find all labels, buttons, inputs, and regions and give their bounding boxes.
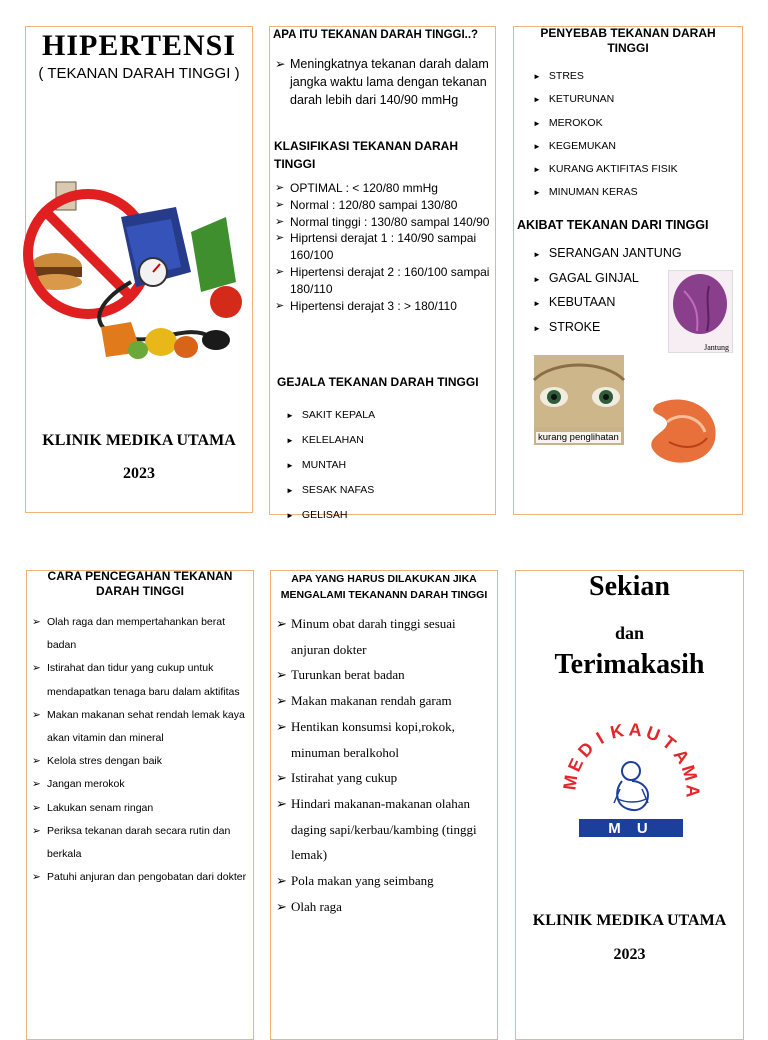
triangle-bullet-icon: ► [533,141,541,151]
logo-letter: D [574,738,598,762]
cover-title: HIPERTENSI [42,29,236,62]
logo-arc-letters [559,719,702,797]
prevention-panel [26,570,254,1040]
cover-year: 2023 [123,465,155,482]
prevention-item: ➢ Periksa tekanan darah secara rutin dan berkala [30,820,252,866]
cause-item: ► MINUMAN KERAS [533,186,638,199]
logo-letter: A [669,745,694,768]
triangle-bullet-icon: ► [286,511,294,520]
prevention-item: ➢ Olah raga dan mempertahankan berat badan [30,611,252,657]
logo-letter: T [658,731,680,755]
logo-graphic [556,719,706,844]
cover-clinic-name: KLINIK MEDIKA UTAMA [42,432,236,449]
triangle-bullet-icon: ► [286,411,294,420]
arrow-bullet-icon: ➢ [275,232,285,245]
arrow-bullet-icon: ➢ [32,662,41,675]
classification-item: ➢ Hiprtensi derajat 1 : 140/90 sampai 160/100 [275,231,477,263]
actions-list [274,611,496,919]
cause-item: ► KEGEMUKAN [533,139,617,152]
closing-line-3: Terimakasih [554,649,705,680]
triangle-bullet-icon: ► [533,118,541,128]
arrow-bullet-icon: ➢ [32,616,41,628]
symptom-item: ► KELELAHAN [286,434,364,446]
classification-heading: KLASIFIKASI TEKANAN DARAH TINGGI [274,139,458,171]
logo-letter: M [559,773,582,792]
arrow-bullet-icon: ➢ [276,898,287,914]
arrow-bullet-icon: ➢ [32,871,41,884]
arrow-bullet-icon: ➢ [275,215,285,228]
definition-item: ➢ Meningkatnya tekanan darah dalam jangka waktu lama dengan tekanan darah lebih dari 140/90 mmHg [275,57,489,107]
symptom-item: ► SESAK NAFAS [286,484,375,496]
closing-clinic-name: KLINIK MEDIKA UTAMA [532,912,727,929]
logo-letter: M [677,762,702,784]
logo-letter: A [628,719,643,741]
symptoms-heading: GEJALA TEKANAN DARAH TINGGI [277,375,479,389]
arrow-bullet-icon: ➢ [276,718,287,734]
arrow-bullet-icon: ➢ [32,801,41,814]
arrow-bullet-icon: ➢ [32,755,41,768]
prevention-item: ➢ Jangan merokok [30,773,252,796]
action-item: ➢ Olah raga [274,894,496,920]
prevention-item: ➢ Lakukan senam ringan [30,797,252,820]
cause-item: ► STRES [533,70,584,82]
effects-list [533,242,682,340]
action-item: ➢ Makan makanan rendah garam [274,688,496,714]
logo-letter: A [682,784,703,798]
arrow-bullet-icon: ➢ [275,299,285,312]
arrow-bullet-icon: ➢ [276,873,287,889]
causes-panel [513,26,743,515]
prevention-item: ➢ Istirahat dan tidur yang cukup untuk mendapatkan tenaga baru dalam aktifitas [30,657,252,703]
prevention-item: ➢ Makan makanan sehat rendah lemak kaya akan vitamin dan mineral [30,704,252,750]
triangle-bullet-icon: ► [533,274,541,284]
arrow-bullet-icon: ➢ [276,616,287,631]
definition-heading: APA ITU TEKANAN DARAH TINGGI..? [273,29,479,41]
closing-line-1: Sekian [589,571,670,602]
triangle-bullet-icon: ► [533,165,541,175]
causes-heading: PENYEBAB TEKANAN DARAH TINGGI [540,26,716,55]
symptom-item: ► MUNTAH [286,459,347,471]
eyes-icon [534,355,624,427]
action-item: ➢ Turunkan berat badan [274,662,496,688]
heart-image [668,270,733,353]
action-item: ➢ Istirahat yang cukup [274,765,496,791]
arrow-bullet-icon: ➢ [276,770,287,786]
triangle-bullet-icon: ► [533,299,541,308]
arrow-bullet-icon: ➢ [32,824,41,837]
logo-letter: I [592,728,608,749]
arrow-bullet-icon: ➢ [276,795,287,811]
causes-list [533,65,678,205]
prevention-item: ➢ Kelola stres dengan baik [30,750,252,773]
logo-letter: E [563,755,588,775]
closing-year: 2023 [613,946,646,963]
action-item: ➢ Pola makan yang seimbang [274,868,496,894]
classification-item: ➢ Hipertensi derajat 3 : > 180/110 [275,298,457,313]
definition-list [273,55,493,109]
heart-icon [669,271,732,341]
kidney-icon [639,392,726,469]
effect-item: ► GAGAL GINJAL [533,270,639,285]
symptom-item: ► GELISAH [286,509,348,521]
logo-letter: U [643,722,663,746]
cause-item: ► KETURUNAN [533,93,615,106]
kidney-image [639,392,726,469]
symptom-item: ► SAKIT KEPALA [286,409,376,421]
logo-badge-text: M U [608,820,654,837]
arrow-bullet-icon: ➢ [32,778,41,791]
figure-icon [614,762,648,810]
closing-panel [515,570,744,1040]
arrow-bullet-icon: ➢ [275,57,286,71]
triangle-bullet-icon: ► [533,323,541,333]
triangle-bullet-icon: ► [286,461,294,470]
arrow-bullet-icon: ➢ [276,693,287,709]
cover-subtitle: ( TEKANAN DARAH TINGGI ) [38,65,240,82]
prevention-list [30,611,252,889]
definition-panel [269,26,496,521]
arrow-bullet-icon: ➢ [275,265,285,278]
actions-panel [270,570,498,1040]
action-item: ➢ Minum obat darah tinggi sesuai anjuran dokter [274,611,496,662]
classification-item: ➢ Hipertensi derajat 2 : 160/100 sampai 180/110 [275,264,490,296]
triangle-bullet-icon: ► [533,95,541,105]
arrow-bullet-icon: ➢ [275,198,285,211]
classification-item: ➢ Normal tinggi : 130/80 sampal 140/90 [275,214,490,229]
effect-item: ► KEBUTAAN [533,295,616,309]
effect-item: ► STROKE [533,319,601,334]
classification-item: ➢ OPTIMAL : < 120/80 mmHg [275,181,438,195]
classification-list [273,180,495,314]
cover-panel [25,26,253,513]
effects-heading: AKIBAT TEKANAN DARI TINGGI [517,218,709,232]
vision-loss-image [534,355,624,445]
triangle-bullet-icon: ► [286,436,294,445]
arrow-bullet-icon: ➢ [32,708,41,721]
cause-item: ► MEROKOK [533,116,603,129]
triangle-bullet-icon: ► [533,72,541,81]
symptoms-list [286,403,375,528]
prevention-heading: CARA PENCEGAHAN TEKANAN DARAH TINGGI [47,569,233,598]
vision-loss-caption: kurang penglihatan [538,432,619,443]
hypertension-illustration [26,172,252,372]
triangle-bullet-icon: ► [533,188,541,198]
closing-line-2: dan [614,623,645,643]
heart-caption: Jantung [704,343,729,352]
cause-item: ► KURANG AKTIFITAS FISIK [533,163,678,176]
logo-letter: K [608,720,626,743]
prevention-item: ➢ Patuhi anjuran dan pengobatan dari dokter [30,866,252,889]
classification-item: ➢ Normal : 120/80 sampai 130/80 [275,197,458,212]
medika-utama-logo [556,719,706,844]
effect-item: ► SERANGAN JANTUNG [533,246,682,260]
triangle-bullet-icon: ► [286,486,294,495]
triangle-bullet-icon: ► [533,250,541,259]
action-item: ➢ Hindari makanan-makanan olahan daging sapi/kerbau/kambing (tinggi lemak) [274,791,496,868]
arrow-bullet-icon: ➢ [276,667,287,683]
action-item: ➢ Hentikan konsumsi kopi,rokok, minuman beralkohol [274,714,496,765]
arrow-bullet-icon: ➢ [275,182,285,194]
actions-heading: APA YANG HARUS DILAKUKAN JIKA MENGALAMI TEKANANN DARAH TINGGI [280,573,488,601]
